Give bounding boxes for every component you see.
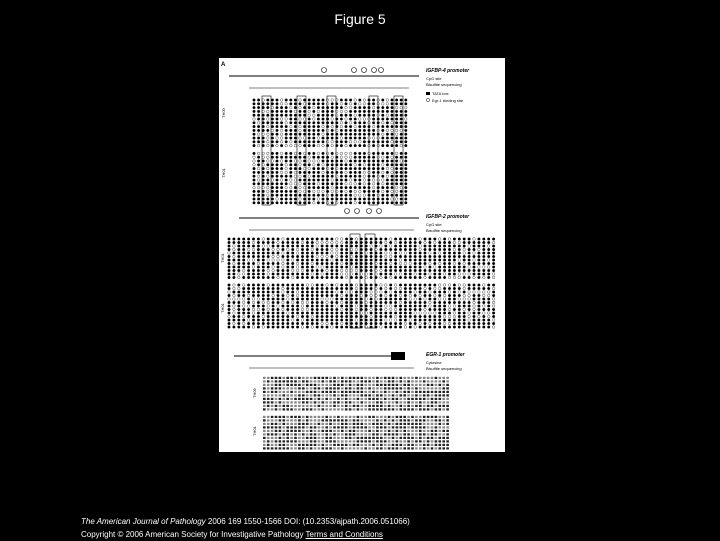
igfbp4-title: IGFBP-4 promoter	[426, 68, 470, 74]
igfbp2-binding-sites	[345, 209, 382, 214]
footer	[81, 515, 410, 541]
copyright-line	[81, 528, 410, 541]
terms-link[interactable]: Terms and Conditions	[305, 530, 383, 539]
igfbp4-legend-3: TATA box	[432, 91, 449, 96]
igfbp4-legend-1: CpG site	[426, 76, 442, 81]
egr1-grid	[263, 377, 449, 450]
egr1-panel	[234, 352, 466, 450]
igfbp4-group-2: TH01	[221, 168, 226, 178]
egr1-legend-2: Bisulfite sequencing	[426, 366, 462, 371]
slide-title: Figure 5	[334, 11, 386, 27]
egr1-binding-sites	[322, 68, 384, 73]
igfbp2-title: IGFBP-2 promoter	[426, 214, 470, 220]
methylation-figure	[219, 58, 505, 452]
citation-details: 2006 169 1550-1566 DOI: (10.2353/ajpath.2006.051066)	[205, 517, 410, 526]
igfbp4-panel	[221, 68, 470, 206]
igfbp2-legend-2: Bisulfite sequencing	[426, 228, 462, 233]
figure-image	[219, 58, 505, 452]
egr1-legend-1: Cytosine	[426, 360, 442, 365]
igfbp2-legend-1: CpG site	[426, 222, 442, 227]
igfbp4-legend-2: Bisulfite sequencing	[426, 82, 462, 87]
egr1-site-swatch	[426, 98, 429, 101]
egr1-group-2: TH01	[252, 426, 257, 436]
igfbp4-legend-4: Egr-1 binding site	[432, 98, 464, 103]
citation-line	[81, 515, 410, 528]
copyright-text: Copyright © 2006 American Society for Investigative Pathology	[81, 530, 304, 539]
egr1-title: EGR-1 promoter	[426, 352, 465, 358]
igfbp2-group-2: TH01	[220, 303, 225, 313]
igfbp2-grid	[228, 238, 495, 329]
igfbp2-panel	[220, 209, 495, 329]
tata-box-swatch	[426, 92, 430, 95]
igfbp2-group-1: TH01	[220, 253, 225, 263]
journal-name: The American Journal of Pathology	[81, 517, 206, 526]
igfbp4-grid	[253, 99, 407, 204]
igfbp4-group-1: TH09	[221, 108, 226, 118]
egr1-group-1: TH09	[252, 388, 257, 398]
panel-label: A	[221, 62, 226, 68]
egr1-exon-box	[391, 352, 405, 360]
